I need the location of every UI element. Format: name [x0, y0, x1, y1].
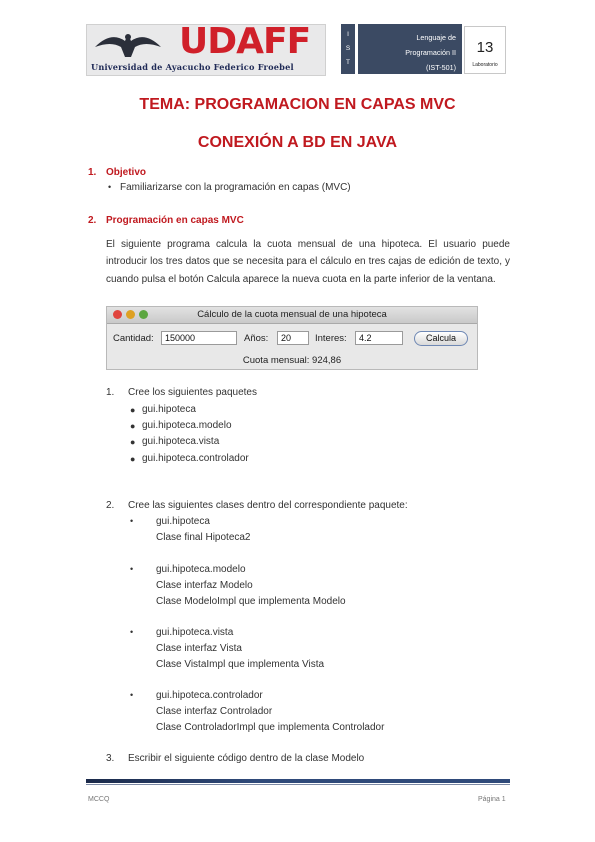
class-line: Clase final Hipoteca2 — [156, 532, 251, 543]
class-line: Clase interfaz Modelo — [156, 580, 253, 591]
objetivo-text: Familiarizarse con la programación en capas (MVC) — [120, 182, 351, 193]
list-number: 1. — [106, 387, 115, 398]
bullet-icon: ● — [130, 437, 136, 447]
section-number: 1. — [88, 167, 97, 178]
page-number: Página 1 — [478, 796, 506, 803]
footer-divider-thin — [86, 784, 510, 785]
lab-number-box — [464, 26, 506, 74]
footer-author: MCCQ — [88, 796, 110, 803]
hipoteca-app-window — [106, 306, 478, 370]
list-item-classes: Cree las siguientes clases dentro del correspondiente paquete: — [128, 500, 408, 511]
package-item: gui.hipoteca.modelo — [142, 420, 232, 431]
class-group-package: gui.hipoteca.vista — [156, 627, 234, 638]
input-row — [107, 329, 477, 349]
window-title: Cálculo de la cuota mensual de una hipoteca — [197, 309, 387, 320]
ist-side-label — [341, 24, 355, 74]
bullet-icon: ● — [130, 454, 136, 464]
class-line: Clase ControladorImpl que implementa Controlador — [156, 722, 385, 733]
section-objetivo-heading — [88, 167, 146, 178]
bullet-icon: ● — [130, 421, 136, 431]
class-line: Clase ModeloImpl que implementa Modelo — [156, 596, 346, 607]
class-line: Clase interfaz Controlador — [156, 706, 273, 717]
class-group — [156, 514, 251, 546]
lab-label: Laboratorio — [472, 62, 498, 68]
window-titlebar — [107, 307, 477, 324]
close-window-icon[interactable] — [113, 310, 122, 319]
package-item: gui.hipoteca — [142, 404, 196, 415]
class-line: Clase VistaImpl que implementa Vista — [156, 659, 325, 670]
bullet-icon: • — [130, 627, 134, 637]
lab-number: 13 — [476, 39, 494, 56]
class-group-package: gui.hipoteca.modelo — [156, 564, 246, 575]
course-line1: Lenguaje de — [416, 33, 456, 42]
page-subtitle: CONEXIÓN A BD EN JAVA — [197, 134, 398, 151]
class-group-package: gui.hipoteca.controlador — [156, 690, 263, 701]
side-letter-i: I — [347, 31, 349, 38]
anos-label: Años: — [244, 333, 269, 344]
section-mvc-heading — [88, 215, 244, 226]
anos-input[interactable]: 20 — [277, 331, 309, 345]
bullet-icon: • — [130, 690, 134, 700]
class-group-package: gui.hipoteca — [156, 516, 210, 527]
interes-label: Interes: — [315, 333, 347, 344]
list-number: 2. — [106, 500, 115, 511]
minimize-window-icon[interactable] — [126, 310, 135, 319]
page-title: TEMA: PROGRAMACION EN CAPAS MVC — [139, 96, 456, 113]
side-letter-s: S — [345, 45, 351, 52]
eagle-emblem-icon — [93, 27, 163, 61]
logo-subtitle: Universidad de Ayacucho Federico Froebel — [91, 62, 294, 72]
calcula-button[interactable]: Calcula — [414, 331, 468, 346]
university-logo — [86, 24, 326, 76]
bullet-icon: • — [108, 182, 112, 192]
list-number: 3. — [106, 753, 115, 764]
class-group — [156, 625, 324, 673]
course-info — [358, 24, 462, 74]
bullet-icon: • — [130, 516, 134, 526]
cantidad-label: Cantidad: — [113, 333, 154, 344]
zoom-window-icon[interactable] — [139, 310, 148, 319]
logo-wordmark: UDAFF — [179, 24, 311, 62]
list-item-packages: Cree los siguientes paquetes — [128, 387, 257, 398]
cantidad-input[interactable]: 150000 — [161, 331, 237, 345]
section-number: 2. — [88, 215, 97, 226]
section-heading-text: Objetivo — [106, 167, 147, 178]
class-line: Clase interfaz Vista — [156, 643, 242, 654]
list-item-code: Escribir el siguiente código dentro de la clase Modelo — [128, 753, 365, 764]
side-letter-t: T — [346, 59, 350, 66]
course-code: (IST-501) — [426, 63, 456, 72]
cuota-result: Cuota mensual: 924,86 — [242, 355, 342, 366]
package-item: gui.hipoteca.controlador — [142, 453, 249, 464]
bullet-icon: • — [130, 564, 134, 574]
class-group — [156, 688, 384, 736]
class-group — [156, 562, 346, 610]
intro-paragraph: El siguiente programa calcula la cuota mensual de una hipoteca. El usuario puede introducir los tres datos que se necesita para el cálculo en tres cajas de edición de texto, y cuando pulsa el botón Calcula aparece la nueva cuota en la parte inferior de la ventana. — [106, 239, 510, 285]
section-heading-text: Programación en capas MVC — [106, 215, 244, 226]
package-item: gui.hipoteca.vista — [142, 436, 220, 447]
bullet-icon: ● — [130, 405, 136, 415]
course-line2: Programación II — [405, 48, 456, 57]
footer-divider — [86, 779, 510, 783]
interes-input[interactable]: 4.2 — [355, 331, 403, 345]
